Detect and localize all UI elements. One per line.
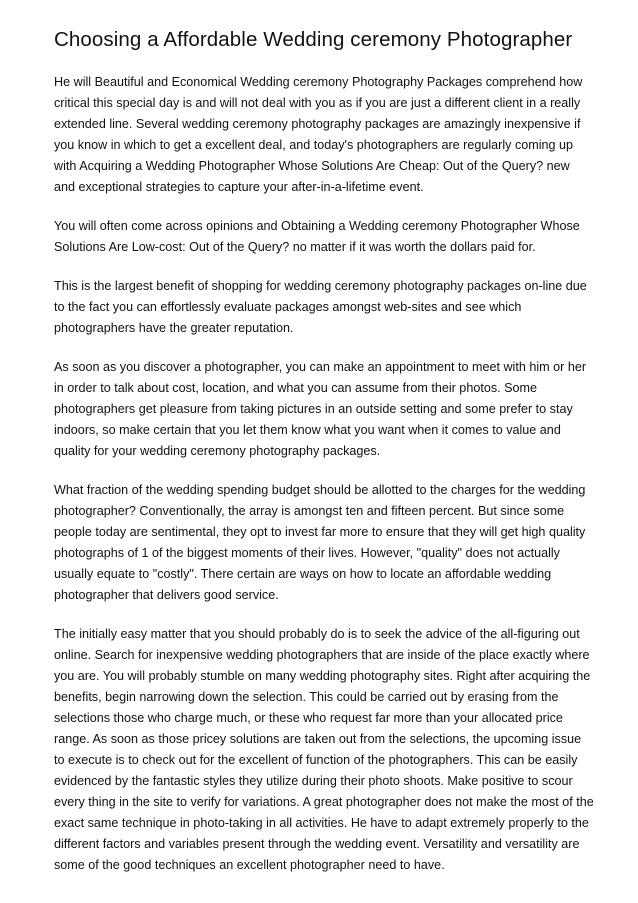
paragraph-6: The initially easy matter that you should probably do is to seek the advice of the all-figuring out online. Search for inexpensive wedding photographers that are inside of the place exactly where you are. You will probably stumble on many wedding photography sites. Right after acquiring the benefits, begin narrowing down the selection. This could be carried out by erasing from the selections those who charge much, or these who request far more than your allocated price range. As soon as those pricey solutions are taken out from the selections, the upcoming issue to execute is to check out for the excellent of function of the photographers. This can be easily evidenced by the fantastic styles they utilize during their photo shoots. Make positive to scour every thing in the site to verify for variations. A great photographer does not make the most of the exact same technique in photo-taking in all activities. He have to adapt extremely properly to the different factors and variables present through the wedding event. Versatility and versatility are some of the good techniques an excellent photographer need to have. xyxy=(54,627,594,872)
paragraph-1: He will Beautiful and Economical Wedding ceremony Photography Packages comprehend how critical this special day is and will not deal with you as if you are just a different client in a really extended line. Several wedding ceremony photography packages are amazingly inexpensive if you know in which to get a excellent deal, and today's photographers are regularly coming up with Acquiring a Wedding Photographer Whose Solutions Are Cheap: Out of the Query? new and exceptional strategies to capture your after-in-a-lifetime event. xyxy=(54,75,583,194)
document-page xyxy=(54,26,594,876)
paragraph-3: This is the largest benefit of shopping for wedding ceremony photography packages on-line due to the fact you can effortlessly evaluate packages amongst web-sites and see which photographers have the greater reputation. xyxy=(54,279,587,335)
paragraph-4: As soon as you discover a photographer, you can make an appointment to meet with him or her in order to talk about cost, location, and what you can assume from their photos. Some photographers get pleasure from taking pictures in an outside setting and some prefer to stay indoors, so make certain that you let them know what you want when it comes to value and quality for your wedding ceremony photography packages. xyxy=(54,360,587,458)
paragraph-2: You will often come across opinions and Obtaining a Wedding ceremony Photographer Whose Solutions Are Low-cost: Out of the Query? no matter if it was worth the dollars paid for. xyxy=(54,219,580,254)
document-title: Choosing a Affordable Wedding ceremony Photographer xyxy=(54,28,573,51)
paragraph-5: What fraction of the wedding spending budget should be allotted to the charges for the wedding photographer? Conventionally, the array is amongst ten and fifteen percent. But since some people today are sentimental, they opt to invest far more to ensure that they will get high quality photographs of 1 of the biggest moments of their lives. However, "quality" does not actually usually equate to "costly". There certain are ways on how to locate an affordable wedding photographer that delivers good service. xyxy=(54,483,586,602)
